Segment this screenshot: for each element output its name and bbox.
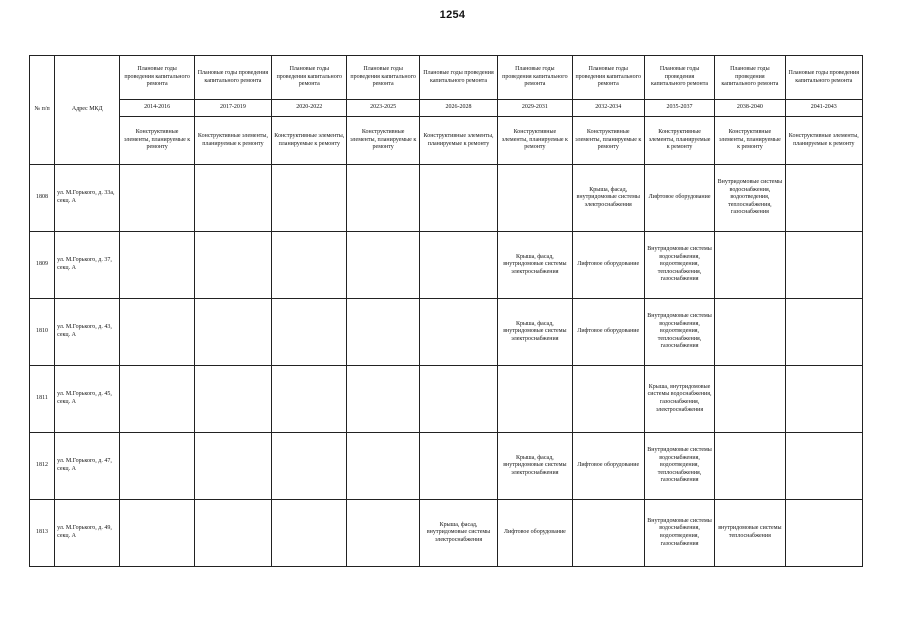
repair-elements-cell bbox=[715, 366, 785, 433]
repair-elements-cell bbox=[498, 366, 572, 433]
table-row bbox=[30, 433, 863, 500]
repair-elements-cell: Крыша, фасад, внутридомовые системы электроснабжения bbox=[498, 232, 572, 299]
repair-elements-cell bbox=[715, 232, 785, 299]
repair-elements-cell bbox=[194, 299, 271, 366]
repair-elements-cell bbox=[572, 366, 644, 433]
header-plan-years: Плановые годы проведения капитального ремонта bbox=[194, 56, 271, 100]
header-plan-years: Плановые годы проведения капитального ремонта bbox=[498, 56, 572, 100]
table-row bbox=[30, 232, 863, 299]
header-plan-years: Плановые годы проведения капитального ремонта bbox=[419, 56, 497, 100]
repair-elements-cell bbox=[785, 433, 862, 500]
repair-elements-cell bbox=[785, 500, 862, 567]
row-address: ул. М.Горького, д. 33а, секц. А bbox=[55, 165, 120, 232]
repair-elements-cell bbox=[419, 366, 497, 433]
repair-elements-cell bbox=[120, 500, 194, 567]
row-address: ул. М.Горького, д. 37, секц. А bbox=[55, 232, 120, 299]
repair-elements-cell: Лифтовое оборудование bbox=[572, 299, 644, 366]
row-number: 1813 bbox=[30, 500, 55, 567]
repair-elements-cell bbox=[419, 165, 497, 232]
repair-elements-cell bbox=[347, 433, 419, 500]
header-period: 2041-2043 bbox=[785, 100, 862, 117]
repair-elements-cell bbox=[419, 433, 497, 500]
repair-elements-cell: Внутридомовые системы водоснабжения, водоотведения, газоснабжения bbox=[644, 500, 714, 567]
repair-elements-cell: Лифтовое оборудование bbox=[498, 500, 572, 567]
table-row bbox=[30, 500, 863, 567]
repair-elements-cell bbox=[120, 366, 194, 433]
row-number: 1811 bbox=[30, 366, 55, 433]
repair-elements-cell bbox=[120, 433, 194, 500]
repair-elements-cell bbox=[572, 500, 644, 567]
repair-elements-cell bbox=[347, 165, 419, 232]
header-elements: Конструктивные элементы, планируемые к ремонту bbox=[644, 117, 714, 165]
row-number: 1810 bbox=[30, 299, 55, 366]
repair-elements-cell: Внутридомовые системы водоснабжения, водоотведения, теплоснабжения, газоснабжения bbox=[715, 165, 785, 232]
header-plan-years: Плановые годы проведения капитального ремонта bbox=[785, 56, 862, 100]
header-period: 2029-2031 bbox=[498, 100, 572, 117]
repair-elements-cell bbox=[347, 299, 419, 366]
header-plan-years: Плановые годы проведения капитального ремонта bbox=[715, 56, 785, 100]
repair-elements-cell bbox=[194, 232, 271, 299]
repair-elements-cell bbox=[272, 500, 347, 567]
header-plan-years: Плановые годы проведения капитального ремонта bbox=[272, 56, 347, 100]
repair-elements-cell bbox=[120, 232, 194, 299]
repair-elements-cell: Внутридомовые системы водоснабжения, водоотведения, теплоснабжения, газоснабжения bbox=[644, 433, 714, 500]
repair-elements-cell bbox=[120, 299, 194, 366]
header-period: 2020-2022 bbox=[272, 100, 347, 117]
repair-elements-cell bbox=[194, 433, 271, 500]
header-elements: Конструктивные элементы, планируемые к ремонту bbox=[194, 117, 271, 165]
repair-elements-cell bbox=[120, 165, 194, 232]
header-period: 2017-2019 bbox=[194, 100, 271, 117]
header-period: 2026-2028 bbox=[419, 100, 497, 117]
header-plan-years: Плановые годы проведения капитального ремонта bbox=[347, 56, 419, 100]
repair-schedule-table bbox=[29, 55, 863, 567]
row-address: ул. М.Горького, д. 49, секц. А bbox=[55, 500, 120, 567]
header-period: 2038-2040 bbox=[715, 100, 785, 117]
header-elements: Конструктивные элементы, планируемые к ремонту bbox=[120, 117, 194, 165]
header-elements: Конструктивные элементы, планируемые к ремонту bbox=[785, 117, 862, 165]
repair-elements-cell bbox=[272, 165, 347, 232]
header-period: 2032-2034 bbox=[572, 100, 644, 117]
repair-elements-cell bbox=[715, 299, 785, 366]
header-address: Адрес МКД bbox=[55, 56, 120, 165]
header-elements: Конструктивные элементы, планируемые к ремонту bbox=[272, 117, 347, 165]
repair-elements-cell bbox=[194, 366, 271, 433]
row-address: ул. М.Горького, д. 43, секц. А bbox=[55, 299, 120, 366]
repair-elements-cell bbox=[347, 366, 419, 433]
header-plan-years: Плановые годы проведения капитального ремонта bbox=[644, 56, 714, 100]
repair-elements-cell bbox=[419, 232, 497, 299]
repair-elements-cell bbox=[272, 299, 347, 366]
header-elements: Конструктивные элементы, планируемые к ремонту bbox=[715, 117, 785, 165]
header-number: № п/п bbox=[30, 56, 55, 165]
repair-elements-cell: Внутридомовые системы водоснабжения, водоотведения, теплоснабжения, газоснабжения bbox=[644, 232, 714, 299]
table-row bbox=[30, 366, 863, 433]
row-number: 1809 bbox=[30, 232, 55, 299]
table-row bbox=[30, 299, 863, 366]
header-period: 2035-2037 bbox=[644, 100, 714, 117]
repair-elements-cell: Крыша, фасад, внутридомовые системы электроснабжения bbox=[572, 165, 644, 232]
row-address: ул. М.Горького, д. 45, секц. А bbox=[55, 366, 120, 433]
header-period: 2023-2025 bbox=[347, 100, 419, 117]
repair-elements-cell bbox=[194, 500, 271, 567]
repair-elements-cell bbox=[785, 299, 862, 366]
repair-elements-cell: Внутридомовые системы водоснабжения, водоотведения, теплоснабжения, газоснабжения bbox=[644, 299, 714, 366]
repair-elements-cell: Лифтовое оборудование bbox=[644, 165, 714, 232]
repair-elements-cell bbox=[498, 165, 572, 232]
repair-elements-cell bbox=[785, 366, 862, 433]
repair-elements-cell: Крыша, фасад, внутридомовые системы электроснабжения bbox=[419, 500, 497, 567]
header-plan-years: Плановые годы проведения капитального ремонта bbox=[120, 56, 194, 100]
repair-elements-cell: Лифтовое оборудование bbox=[572, 232, 644, 299]
header-period: 2014-2016 bbox=[120, 100, 194, 117]
repair-elements-cell: Крыша, внутридомовые системы водоснабжения, газоснабжения, электроснабжения bbox=[644, 366, 714, 433]
repair-elements-cell bbox=[347, 232, 419, 299]
header-plan-years: Плановые годы проведения капитального ремонта bbox=[572, 56, 644, 100]
repair-elements-cell bbox=[272, 366, 347, 433]
repair-elements-cell: внутридомовые системы теплоснабжения bbox=[715, 500, 785, 567]
repair-elements-cell bbox=[785, 232, 862, 299]
row-number: 1808 bbox=[30, 165, 55, 232]
repair-elements-cell bbox=[715, 433, 785, 500]
repair-elements-cell: Лифтовое оборудование bbox=[572, 433, 644, 500]
repair-elements-cell bbox=[419, 299, 497, 366]
repair-elements-cell bbox=[272, 232, 347, 299]
repair-elements-cell bbox=[272, 433, 347, 500]
repair-elements-cell: Крыша, фасад, внутридомовые системы электроснабжения bbox=[498, 299, 572, 366]
row-number: 1812 bbox=[30, 433, 55, 500]
table-row bbox=[30, 165, 863, 232]
header-elements: Конструктивные элементы, планируемые к ремонту bbox=[498, 117, 572, 165]
repair-elements-cell: Крыша, фасад, внутридомовые системы электроснабжения bbox=[498, 433, 572, 500]
header-elements: Конструктивные элементы, планируемые к ремонту bbox=[572, 117, 644, 165]
repair-elements-cell bbox=[347, 500, 419, 567]
header-elements: Конструктивные элементы, планируемые к ремонту bbox=[419, 117, 497, 165]
repair-elements-cell bbox=[785, 165, 862, 232]
header-elements: Конструктивные элементы, планируемые к ремонту bbox=[347, 117, 419, 165]
page-number: 1254 bbox=[439, 9, 466, 21]
repair-elements-cell bbox=[194, 165, 271, 232]
row-address: ул. М.Горького, д. 47, секц. А bbox=[55, 433, 120, 500]
